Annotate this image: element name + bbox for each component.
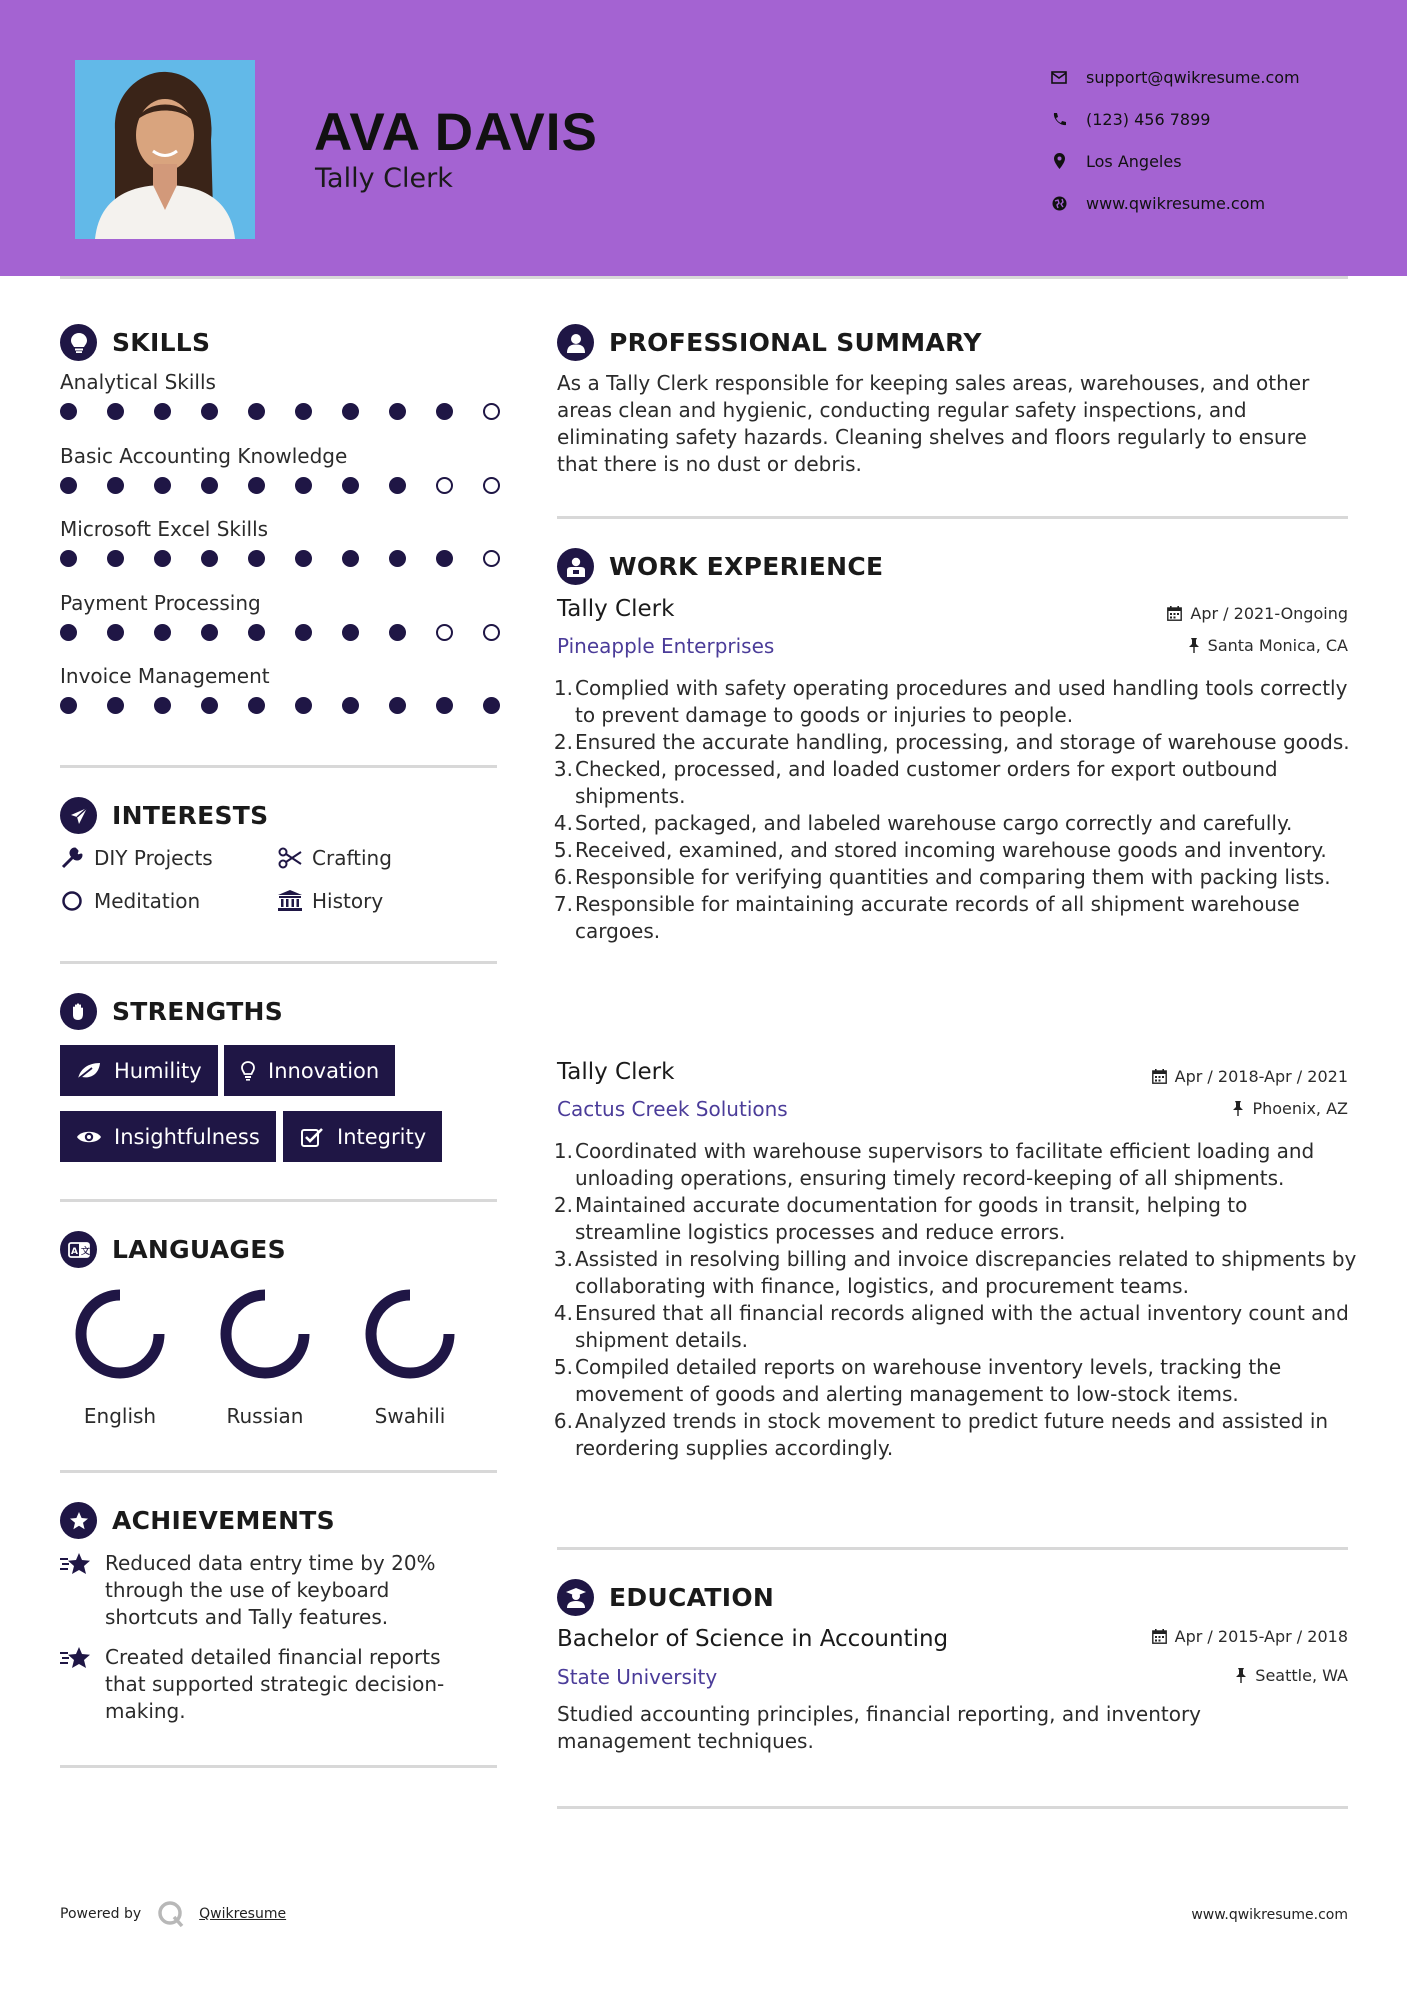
job-location-text: Phoenix, AZ [1252, 1099, 1348, 1118]
achievement-text: Reduced data entry time by 20% through the use of keyboard shortcuts and Tally features. [105, 1551, 436, 1629]
scissors-icon [278, 846, 302, 870]
rating-dot-filled [154, 550, 171, 567]
powered-by-text: Powered by [60, 1906, 142, 1922]
education-degree: Bachelor of Science in Accounting [557, 1626, 949, 1652]
rating-dot-filled [295, 624, 312, 641]
interest-item [60, 889, 200, 913]
section-divider [557, 1806, 1348, 1809]
duty-item: 5. Compiled detailed reports on warehouse inventory levels, tracking the movement of goods and alerting management to low-stock items. [553, 1355, 1282, 1406]
job-location [1232, 1099, 1348, 1118]
interest-label: History [312, 889, 384, 913]
strength-tag [60, 1045, 218, 1096]
skill-rating [60, 477, 500, 494]
contact-phone-text: (123) 456 7899 [1086, 109, 1211, 129]
star-icon [60, 1644, 92, 1725]
interest-label: DIY Projects [94, 846, 213, 870]
candidate-name: AVA DAVIS [314, 103, 598, 162]
rating-dot-empty [436, 477, 453, 494]
skills-title: SKILLS [112, 328, 211, 357]
rating-dot-filled [436, 697, 453, 714]
strength-label: Insightfulness [114, 1124, 260, 1149]
skill-item [60, 591, 500, 641]
star-badge-icon [60, 1502, 97, 1539]
skill-rating [60, 624, 500, 641]
rating-dot-filled [60, 403, 77, 420]
skill-name: Invoice Management [60, 664, 270, 688]
summary-title: PROFESSIONAL SUMMARY [609, 328, 982, 357]
achievement-item [60, 1644, 460, 1725]
duty-item: 5. Received, examined, and stored incoming warehouse goods and inventory. [553, 838, 1327, 862]
rating-dot-filled [342, 550, 359, 567]
paper-plane-icon [60, 797, 97, 834]
contact-location [1050, 140, 1300, 182]
qwikresume-link[interactable]: Qwikresume [199, 1906, 287, 1922]
rating-dot-filled [201, 550, 218, 567]
education-location [1235, 1666, 1348, 1685]
footer-website[interactable]: www.qwikresume.com [1191, 1907, 1348, 1923]
calendar-icon [1152, 1629, 1167, 1644]
rating-dot-filled [248, 403, 265, 420]
rating-dot-filled [342, 624, 359, 641]
contact-phone[interactable] [1050, 98, 1300, 140]
rating-dot-empty [436, 624, 453, 641]
pushpin-icon [1188, 638, 1200, 653]
rating-dot-filled [60, 624, 77, 641]
duty-item: 6. Analyzed trends in stock movement to predict future needs and assisted in reordering supplies accordingly. [553, 1409, 1329, 1460]
experience-heading [557, 548, 883, 585]
circle-icon [60, 889, 84, 913]
achievement-item [60, 1550, 460, 1631]
achievements-heading [60, 1502, 335, 1539]
job-dates [1167, 604, 1348, 623]
rating-dot-filled [60, 697, 77, 714]
rating-dot-filled [342, 403, 359, 420]
rating-dot-filled [436, 550, 453, 567]
rating-dot-filled [154, 697, 171, 714]
education-school: State University [557, 1665, 718, 1689]
rating-dot-filled [60, 550, 77, 567]
rating-dot-filled [389, 477, 406, 494]
rating-dot-filled [342, 477, 359, 494]
language-label: English [83, 1404, 157, 1428]
language-item [60, 1284, 180, 1428]
rating-dot-filled [201, 403, 218, 420]
qwikresume-logo-icon [157, 1900, 185, 1928]
job-role: Tally Clerk [557, 1059, 675, 1085]
strength-tag [283, 1111, 442, 1162]
envelope-icon [1050, 68, 1068, 86]
section-divider [557, 516, 1348, 519]
skill-item [60, 370, 500, 420]
resume-header [0, 0, 1407, 276]
pushpin-icon [1235, 1668, 1247, 1683]
job-location-text: Santa Monica, CA [1207, 636, 1348, 655]
education-description: Studied accounting principles, financial reporting, and inventory management techniques. [557, 1702, 1202, 1753]
lightbulb-icon [60, 324, 97, 361]
rating-dot-filled [107, 550, 124, 567]
rating-dot-filled [248, 697, 265, 714]
language-level-arc [226, 1295, 304, 1373]
summary-heading [557, 324, 982, 361]
duty-item: 4. Sorted, packaged, and labeled warehouse cargo correctly and carefully. [553, 811, 1293, 835]
section-divider [60, 1765, 497, 1768]
rating-dot-filled [483, 697, 500, 714]
svg-text:A: A [70, 1246, 78, 1257]
education-title: EDUCATION [609, 1583, 775, 1612]
languages-title: LANGUAGES [112, 1235, 286, 1264]
rating-dot-filled [295, 697, 312, 714]
language-level-arc [81, 1295, 159, 1373]
language-item [350, 1284, 470, 1428]
rating-dot-filled [154, 624, 171, 641]
skill-name: Analytical Skills [60, 370, 216, 394]
job-company: Pineapple Enterprises [557, 634, 775, 658]
rating-dot-filled [389, 624, 406, 641]
rating-dot-filled [295, 550, 312, 567]
job-dates-text: Apr / 2021-Ongoing [1190, 604, 1348, 623]
strengths-heading [60, 993, 283, 1030]
achievements-title: ACHIEVEMENTS [112, 1506, 335, 1535]
strength-tag [60, 1111, 276, 1162]
job-role: Tally Clerk [557, 596, 675, 622]
interest-item [60, 846, 213, 870]
profile-photo [75, 60, 255, 239]
rating-dot-filled [201, 477, 218, 494]
job-dates-text: Apr / 2018-Apr / 2021 [1174, 1067, 1348, 1086]
skill-rating [60, 697, 500, 714]
job-dates [1152, 1067, 1348, 1086]
interest-item [278, 846, 392, 870]
job-duties [553, 1138, 1357, 1462]
language-level-arc [371, 1295, 449, 1373]
job-location [1188, 636, 1348, 655]
lightbulb-icon [240, 1060, 256, 1082]
rating-dot-filled [201, 697, 218, 714]
rating-dot-filled [248, 477, 265, 494]
rating-dot-filled [201, 624, 218, 641]
pushpin-icon [1232, 1101, 1244, 1116]
language-label: Swahili [374, 1404, 446, 1428]
duty-item: 4. Ensured that all financial records aligned with the actual inventory count and shipment details. [553, 1301, 1349, 1352]
hand-icon [60, 993, 97, 1030]
strength-tag [224, 1045, 395, 1096]
language-gauge [70, 1284, 170, 1384]
rating-dot-filled [436, 403, 453, 420]
skill-rating [60, 403, 500, 420]
rating-dot-empty [483, 550, 500, 567]
skill-name: Payment Processing [60, 591, 261, 615]
achievement-text: Created detailed financial reports that supported strategic decision-making. [105, 1645, 445, 1723]
user-icon [557, 324, 594, 361]
rating-dot-filled [107, 403, 124, 420]
skill-rating [60, 550, 500, 567]
duty-item: 3. Checked, processed, and loaded customer orders for export outbound shipments. [553, 757, 1278, 808]
skill-name: Basic Accounting Knowledge [60, 444, 348, 468]
footer-branding [60, 1900, 286, 1928]
skill-item [60, 664, 500, 714]
skill-item [60, 517, 500, 567]
rating-dot-filled [295, 477, 312, 494]
language-item [205, 1284, 325, 1428]
rating-dot-filled [248, 624, 265, 641]
svg-text:文: 文 [80, 1246, 90, 1257]
experience-title: WORK EXPERIENCE [609, 552, 884, 581]
interest-label: Meditation [94, 889, 201, 913]
skill-name: Microsoft Excel Skills [60, 517, 269, 541]
job-company: Cactus Creek Solutions [557, 1097, 788, 1121]
star-icon [60, 1550, 92, 1631]
duty-item: 3. Assisted in resolving billing and invoice discrepancies related to shipments by collaborating with finance, logistics, and procurement teams. [553, 1247, 1357, 1298]
strength-label: Integrity [337, 1124, 427, 1149]
rating-dot-filled [107, 477, 124, 494]
summary-text: As a Tally Clerk responsible for keeping sales areas, warehouses, and other areas clean and hygienic, conducting regular safety inspections, and eliminating safety hazards. Cleaning shelves and floors regularly to ensure that there is no dust or debris. [557, 371, 1310, 476]
language-gauge [215, 1284, 315, 1384]
strength-label: Innovation [268, 1058, 380, 1083]
contact-website-text: www.qwikresume.com [1086, 193, 1266, 213]
header-divider [60, 276, 1348, 279]
skill-item [60, 444, 500, 494]
rating-dot-filled [295, 403, 312, 420]
map-marker-icon [1050, 152, 1068, 170]
contact-email[interactable] [1050, 56, 1300, 98]
section-divider [60, 961, 497, 964]
section-divider [60, 765, 497, 768]
briefcase-user-icon [557, 548, 594, 585]
language-gauge [360, 1284, 460, 1384]
section-divider [60, 1199, 497, 1202]
rating-dot-filled [389, 403, 406, 420]
interest-label: Crafting [312, 846, 392, 870]
duty-item: 6. Responsible for verifying quantities and comparing them with packing lists. [553, 865, 1331, 889]
duty-item: 1. Coordinated with warehouse supervisors to facilitate efficient loading and unloading operations, ensuring timely record-keeping of all shipments. [553, 1139, 1315, 1190]
strengths-title: STRENGTHS [112, 997, 284, 1026]
candidate-title: Tally Clerk [315, 163, 453, 194]
rating-dot-filled [60, 477, 77, 494]
rating-dot-empty [483, 403, 500, 420]
strength-label: Humility [114, 1058, 202, 1083]
contact-list [1050, 56, 1300, 224]
section-divider [60, 1470, 497, 1473]
phone-icon [1050, 110, 1068, 128]
rating-dot-empty [483, 624, 500, 641]
duty-item: 2. Maintained accurate documentation for goods in transit, helping to streamline logistics processes and reduce errors. [553, 1193, 1248, 1244]
calendar-icon [1167, 606, 1182, 621]
rating-dot-filled [389, 550, 406, 567]
leaf-icon [76, 1060, 102, 1082]
interests-heading [60, 797, 268, 834]
eye-icon [76, 1126, 102, 1148]
job-duties [553, 675, 1357, 945]
institution-icon [278, 889, 302, 913]
education-dates-text: Apr / 2015-Apr / 2018 [1174, 1627, 1348, 1646]
rating-dot-filled [248, 550, 265, 567]
rating-dot-filled [154, 477, 171, 494]
duty-item: 1. Complied with safety operating procedures and used handling tools correctly to prevent damage to goods or injuries to people. [553, 676, 1348, 727]
calendar-icon [1152, 1069, 1167, 1084]
education-location-text: Seattle, WA [1255, 1666, 1348, 1685]
globe-icon [1050, 194, 1068, 212]
section-divider [557, 1547, 1348, 1550]
contact-email-text: support@qwikresume.com [1086, 67, 1300, 87]
interest-item [278, 889, 383, 913]
contact-website[interactable] [1050, 182, 1300, 224]
interests-title: INTERESTS [112, 801, 269, 830]
duty-item: 7. Responsible for maintaining accurate records of all shipment warehouse cargoes. [553, 892, 1300, 943]
duty-item: 2. Ensured the accurate handling, processing, and storage of warehouse goods. [553, 730, 1350, 754]
skills-heading [60, 324, 210, 361]
education-heading [557, 1579, 774, 1616]
checkbox-icon [299, 1126, 325, 1148]
rating-dot-filled [342, 697, 359, 714]
language-icon [60, 1231, 97, 1268]
rating-dot-filled [154, 403, 171, 420]
rating-dot-filled [389, 697, 406, 714]
rating-dot-filled [107, 624, 124, 641]
wrench-icon [60, 846, 84, 870]
languages-heading [60, 1231, 286, 1268]
rating-dot-empty [483, 477, 500, 494]
language-label: Russian [226, 1404, 304, 1428]
contact-location-text: Los Angeles [1086, 151, 1182, 171]
graduate-icon [557, 1579, 594, 1616]
rating-dot-filled [107, 697, 124, 714]
education-dates [1152, 1627, 1348, 1646]
